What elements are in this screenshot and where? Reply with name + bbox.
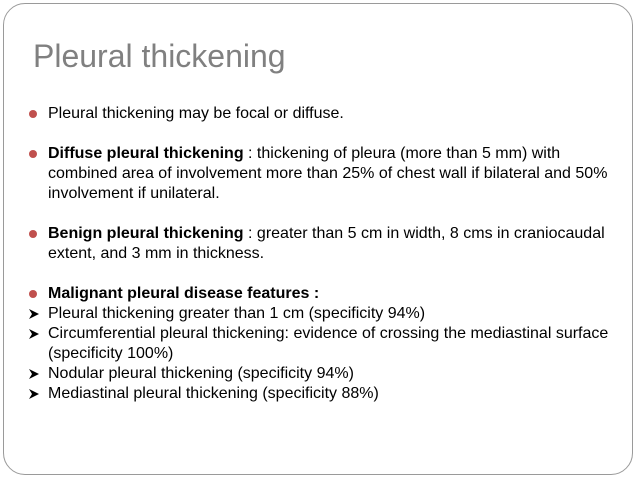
sub-bullet-text: Circumferential pleural thickening: evidence of crossing the mediastinal surface (specificity 100%) bbox=[48, 325, 609, 362]
bullet-term: Malignant pleural disease features : bbox=[48, 285, 320, 302]
slide-title: Pleural thickening bbox=[33, 38, 286, 74]
arrow-bullet-icon bbox=[28, 308, 40, 320]
bullet-term: Benign pleural thickening bbox=[48, 225, 244, 242]
bullet-text: : thickening of pleura (more than 5 mm) with combined area of involvement more than 25% of chest wall if bilateral and 50% involvement if unilateral. bbox=[48, 145, 608, 202]
bullet-term: Diffuse pleural thickening bbox=[48, 145, 244, 162]
sub-bullet-item bbox=[28, 304, 618, 324]
bullet-text: : greater than 5 cm in width, 8 cms in craniocaudal extent, and 3 mm in thickness. bbox=[48, 225, 605, 262]
round-bullet-icon bbox=[29, 150, 37, 158]
arrow-bullet-icon bbox=[28, 368, 40, 380]
arrow-bullet-icon bbox=[28, 328, 40, 340]
sub-bullet-item bbox=[28, 364, 618, 384]
bullet-item-benign-thickening bbox=[28, 224, 618, 264]
round-bullet-icon bbox=[29, 230, 37, 238]
sub-bullet-text: Nodular pleural thickening (specificity 94%) bbox=[48, 365, 354, 382]
sub-bullet-text: Pleural thickening greater than 1 cm (specificity 94%) bbox=[48, 305, 426, 322]
bullet-item-diffuse-thickening bbox=[28, 144, 618, 204]
bullet-item-malignant-features bbox=[28, 284, 618, 304]
sub-bullet-item bbox=[28, 324, 618, 364]
sub-bullet-text: Mediastinal pleural thickening (specificity 88%) bbox=[48, 385, 379, 402]
bullet-text: Pleural thickening may be focal or diffuse. bbox=[48, 105, 344, 122]
round-bullet-icon bbox=[29, 290, 37, 298]
round-bullet-icon bbox=[29, 110, 37, 118]
bullet-item-focal-diffuse bbox=[28, 104, 618, 124]
sub-bullet-item bbox=[28, 384, 618, 404]
slide-content bbox=[28, 104, 618, 404]
arrow-bullet-icon bbox=[28, 388, 40, 400]
